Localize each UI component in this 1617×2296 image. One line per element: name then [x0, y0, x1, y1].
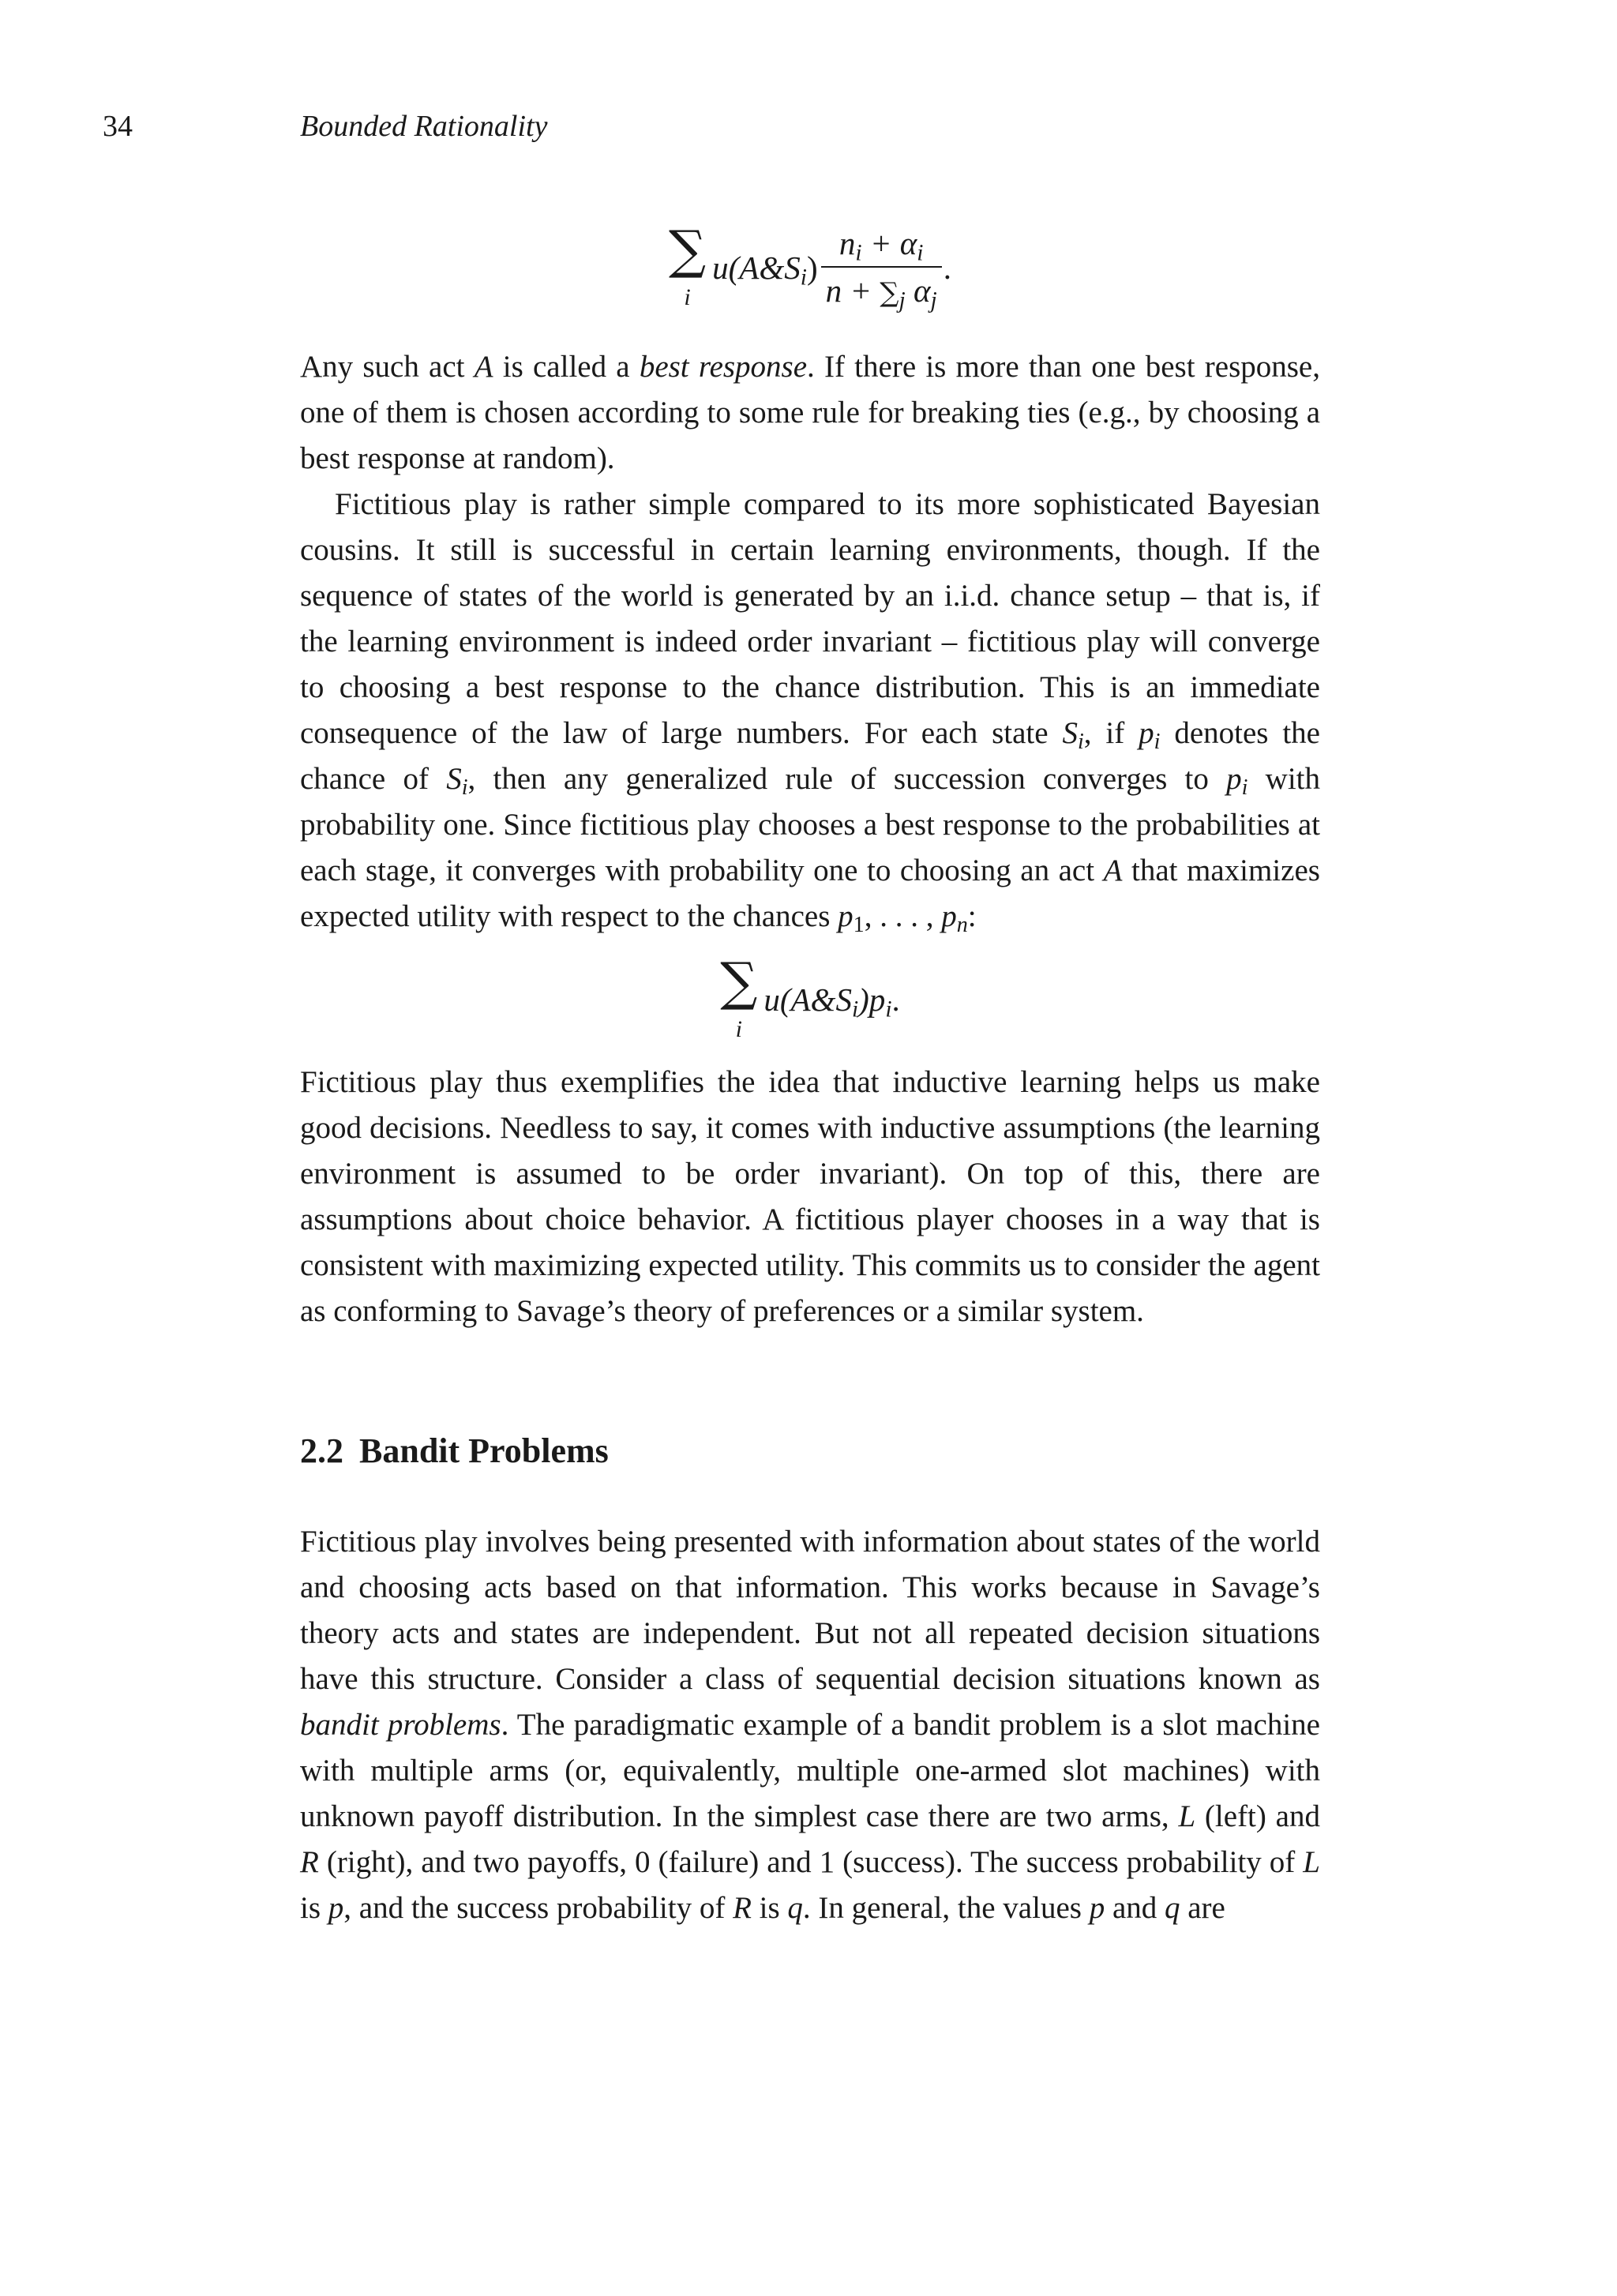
summation-operator: ∑ i [669, 219, 707, 310]
fraction-denominator: $n + \sum_j$ $\alpha_j$ [821, 266, 942, 313]
section-heading [300, 1427, 1320, 1475]
section-title: Bandit Problems [359, 1431, 609, 1470]
term-bandit-problems: bandit problems [300, 1708, 501, 1742]
equation-fraction [821, 223, 942, 313]
paragraph-best-response: Any such act A is called a best response. If there is more than one best response, one of them is chosen according to some rule for breaking ties (e.g., by choosing a best response at random). [300, 350, 1320, 475]
paragraph-fictitious-play: Fictitious play is rather simple compared to its more sophisticated Bayesian cousins. It still is successful in certain learning environments, though. If the sequence of states of the world is generated by an i.i.d. chance setup – that is, if the learning environment is indeed order invariant – fictitious play will converge to choosing a best response to the chance distribution. This is an immediate consequence of the law of large numbers. For each state $S_i$, if $p_i$ denotes the chance of $S_i$, then any generalized rule of succession converges to $p_i$ with probability one. Since fictitious play chooses a best response to the probabilities at each stage, it converges with probability one to choosing an act A that maximizes expected utility with respect to the chances $p_1$, . . . , $p_n$: [300, 487, 1320, 938]
page-number: 34 [103, 110, 133, 143]
running-head [103, 107, 1317, 146]
term-best-response: best response [639, 350, 808, 384]
running-title: Bounded Rationality [300, 110, 548, 143]
equation-expected-utility [300, 940, 1320, 1060]
main-text [300, 196, 1320, 1931]
equation-best-response: ∑ i $u(A\&S_i)$ $\frac{n_i + \alpha_i}{n + \sum_j \alpha_j}$ . [669, 219, 951, 313]
paragraph-inductive-learning: Fictitious play thus exemplifies the idea that inductive learning helps us make good decisions. Needless to say, it comes with inductive assumptions (the learning environment is assumed to be order invariant). On top of this, there are assumptions about choice behavior. A fictitious player chooses in a way that is consistent with maximizing expected utility. This commits us to consider the agent as conforming to Savage’s theory of preferences or a similar system. [300, 1065, 1320, 1328]
paragraph-bandit-problems: Fictitious play involves being presented with information about states of the world and choosing acts based on that information. This works because in Savage’s theory acts and states are independent. But not all repeated decision situations have this structure. Consider a class of sequential decision situations known as bandit problems. The paradigmatic example of a bandit problem is a slot machine with multiple arms (or, equivalently, multiple one-armed slot machines) with unknown payoff distribution. In the simplest case there are two arms, L (left) and R (right), and two payoffs, 0 (failure) and 1 (success). The success probability of L is p, and the success probability of R is q. In general, the values p and q are [300, 1525, 1320, 1925]
summation-operator: ∑ i [720, 951, 758, 1042]
fraction-numerator: $n_i + \alpha_i$ [839, 224, 924, 265]
section-number: 2.2 [300, 1431, 343, 1470]
equation-term: $u(A\&S_i)$ [712, 249, 818, 291]
equation-term: $u(A\&S_i)p_i$. [763, 981, 900, 1022]
